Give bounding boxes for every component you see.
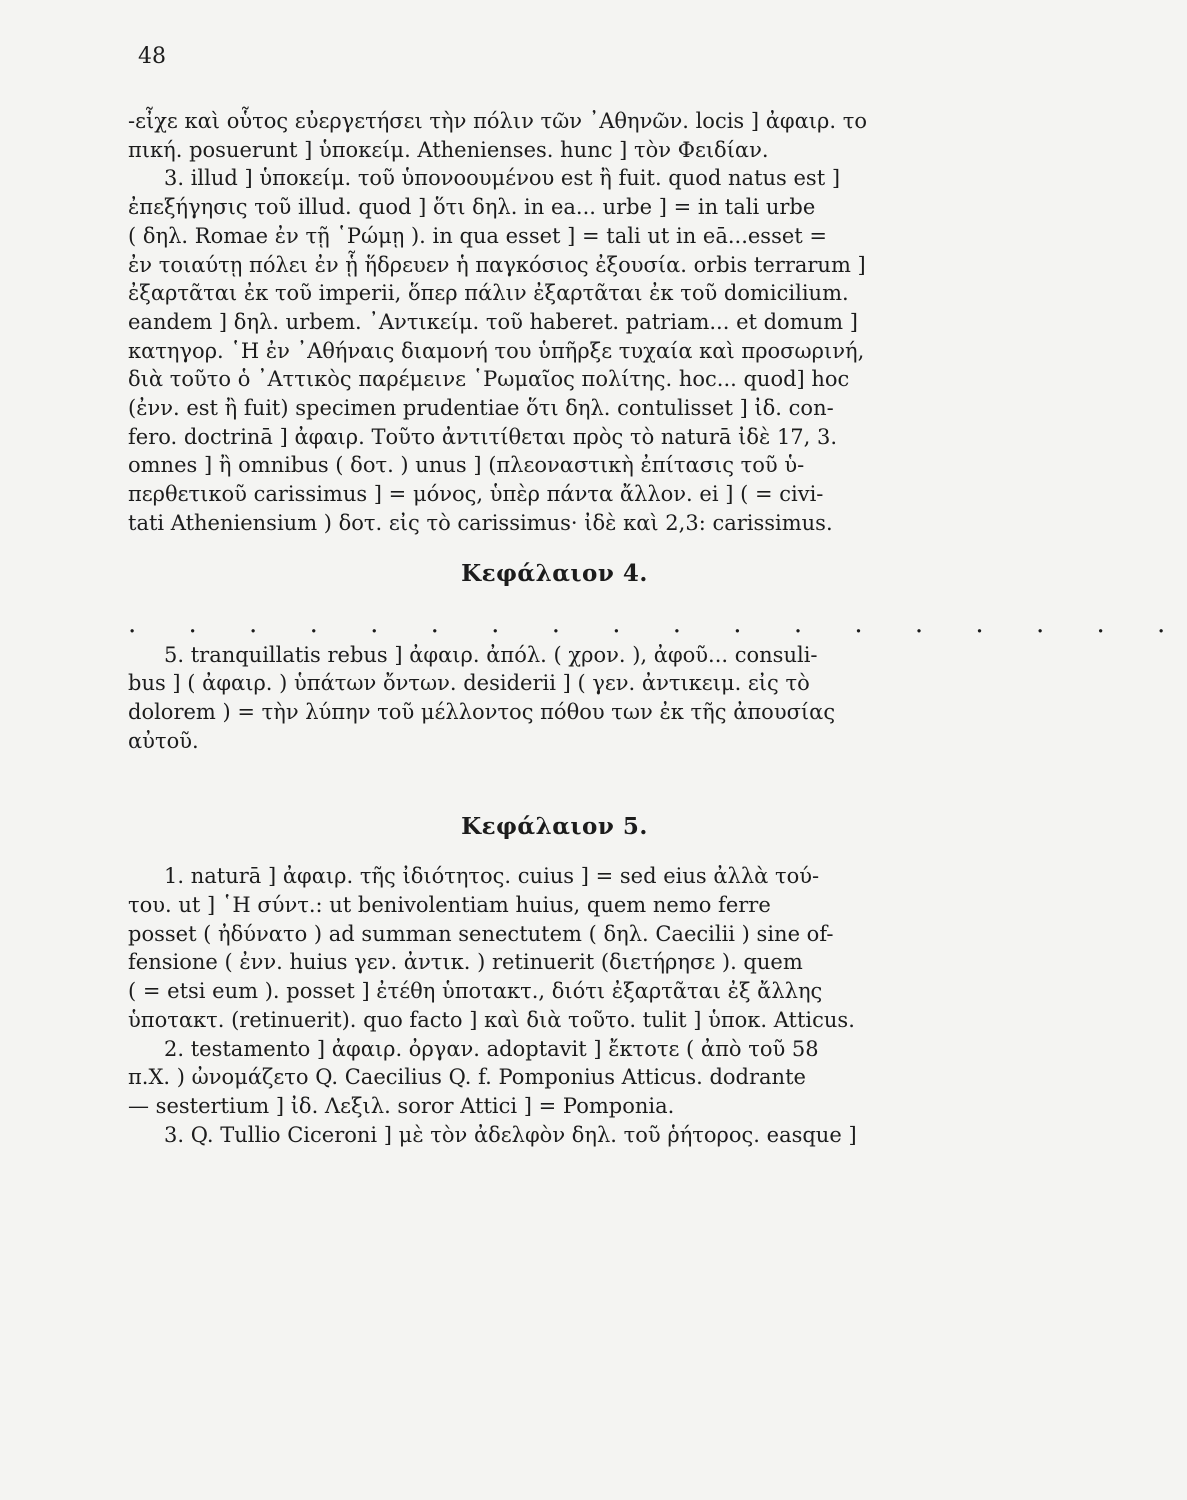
text-line: του. ut ] ῾Η σύντ.: ut benivolentiam huius, quem nemo ferre xyxy=(128,893,771,918)
text-line: ( = etsi eum ). posset ] ἐτέθη ὑποτακτ., διότι ἐξαρτᾶται ἐξ ἄλλης xyxy=(128,979,823,1004)
text-line: -εἶχε καὶ οὗτος εὐεργετήσει τὴν πόλιν τῶν ᾿Αθηνῶν. locis ] ἀφαιρ. το xyxy=(128,109,867,133)
text-line: 3. illud ] ὑποκείμ. τοῦ ὑπονοουμένου est ἢ fuit. quod natus est ] xyxy=(164,166,841,191)
text-line: eandem ] δηλ. urbem. ᾿Αντικείμ. τοῦ haberet. patriam... et domum ] xyxy=(128,309,858,334)
text-line: (ἐνν. est ἢ fuit) specimen prudentiae ὅτι δηλ. contulisset ] ἰδ. con- xyxy=(128,396,834,421)
text-line: διὰ τοῦτο ὁ ᾿Αττικὸς παρέμεινε ῾Ρωμαῖος πολίτης. hoc... quod] hoc xyxy=(128,367,850,392)
chapter-heading-4: Κεφάλαιον 4. xyxy=(461,559,648,587)
text-line: ἐν τοιαύτῃ πόλει ἐν ᾗ ἥδρευεν ἡ παγκόσιος ἐξουσία. orbis terrarum ] xyxy=(128,252,866,277)
chapter-heading-5: Κεφάλαιον 5. xyxy=(461,813,648,841)
text-line: 5. tranquillatis rebus ] ἀφαιρ. ἀπόλ. ( χρον. ), ἀφοῦ... consuli- xyxy=(164,642,818,667)
text-line: dolorem ) = τὴν λύπην τοῦ μέλλοντος πόθου των ἐκ τῆς ἀπουσίας xyxy=(128,699,836,724)
commentary-block-3 xyxy=(128,862,981,1149)
text-line: posset ( ἠδύνατο ) ad summan senectutem ( δηλ. Caecilii ) sine of- xyxy=(128,921,834,946)
text-line: fensione ( ἐνν. huius γεν. ἀντικ. ) retinuerit (διετήρησε ). quem xyxy=(128,950,803,975)
text-line: π.Χ. ) ὠνομάζετο Q. Caecilius Q. f. Pomponius Atticus. dodrante xyxy=(128,1065,806,1090)
text-line: 1. naturā ] ἀφαιρ. τῆς ἰδιότητος. cuius ] = sed eius ἀλλὰ τού- xyxy=(164,864,820,889)
text-line: περθετικοῦ carissimus ] = μόνος, ὑπὲρ πάντα ἄλλον. ei ] ( = civi- xyxy=(128,482,824,507)
text-line: omnes ] ἢ omnibus ( δοτ. ) unus ] (πλεοναστικὴ ἐπίτασις τοῦ ὑ- xyxy=(128,453,805,478)
page-number: 48 xyxy=(138,44,166,69)
text-line: ( δηλ. Romae ἐν τῇ ῾Ρώμῃ ). in qua esset ] = tali ut in eā...esset = xyxy=(128,223,827,248)
commentary-block-2 xyxy=(128,641,981,756)
text-line: πική. posuerunt ] ὑποκείμ. Athenienses. hunc ] τὸν Φειδίαν. xyxy=(128,137,769,162)
text-line: fero. doctrinā ] ἀφαιρ. Τοῦτο ἀντιτίθεται πρὸς τὸ naturā ἰδὲ 17, 3. xyxy=(128,424,838,449)
text-line: — sestertium ] ἰδ. Λεξιλ. soror Attici ] = Pomponia. xyxy=(128,1093,675,1118)
text-line: bus ] ( ἀφαιρ. ) ὑπάτων ὄντων. desiderii ] ( γεν. ἀντικειμ. εἰς τὸ xyxy=(128,671,810,696)
text-line: 3. Q. Tullio Ciceroni ] μὲ τὸν ἀδελφὸν δηλ. τοῦ ῥήτορος. easque ] xyxy=(164,1122,857,1147)
text-line: κατηγορ. ῾Η ἐν ᾿Αθήναις διαμονή του ὑπῆρξε τυχαία καὶ προσωρινή, xyxy=(128,338,865,363)
text-line: ἐπεξήγησις τοῦ illud. quod ] ὅτι δηλ. in ea... urbe ] = in tali urbe xyxy=(128,195,816,220)
text-line: ὑποτακτ. (retinuerit). quo facto ] καὶ διὰ τοῦτο. tulit ] ὑποκ. Atticus. xyxy=(128,1007,855,1032)
ellipsis-dots: . . . . . . . . . . . . . . . . . . xyxy=(128,608,1187,639)
text-line: 2. testamento ] ἀφαιρ. ὀργαν. adoptavit ] ἔκτοτε ( ἀπὸ τοῦ 58 xyxy=(164,1036,819,1061)
commentary-block-1 xyxy=(128,107,981,538)
text-line: tati Atheniensium ) δοτ. εἰς τὸ carissimus· ἰδὲ καὶ 2,3: carissimus. xyxy=(128,510,833,535)
text-line: ἐξαρτᾶται ἐκ τοῦ imperii, ὅπερ πάλιν ἐξαρτᾶται ἐκ τοῦ domicilium. xyxy=(128,281,849,306)
text-line: αὐτοῦ. xyxy=(128,728,199,753)
